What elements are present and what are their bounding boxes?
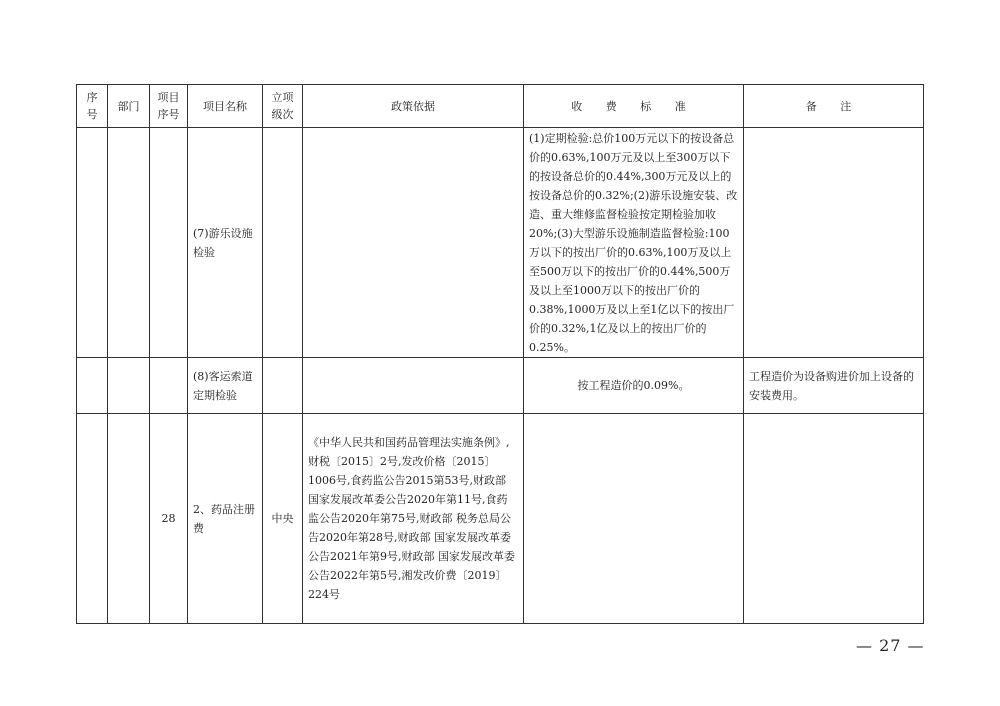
cell-remark: 工程造价为设备购进价加上设备的安装费用。 [744,358,924,414]
cell-item-seq: 28 [150,414,188,624]
cell-level [263,128,303,358]
header-dept: 部门 [108,85,150,128]
cell-item-name: (7)游乐设施检验 [188,128,263,358]
cell-remark [744,128,924,358]
header-item-name: 项目名称 [188,85,263,128]
header-standard: 收 费 标 准 [524,85,744,128]
cell-item-seq [150,358,188,414]
table-header-row [77,85,924,128]
header-remark: 备 注 [744,85,924,128]
cell-item-seq [150,128,188,358]
cell-dept [108,128,150,358]
table-row [77,414,924,624]
header-level: 立项级次 [263,85,303,128]
page-number: — 27 — [856,636,925,655]
cell-seq [77,358,108,414]
cell-remark [744,414,924,624]
cell-basis [303,358,524,414]
header-seq: 序号 [77,85,108,128]
cell-dept [108,358,150,414]
table-row [77,358,924,414]
cell-seq [77,128,108,358]
cell-standard: 按工程造价的0.09%。 [524,358,744,414]
cell-basis: 《中华人民共和国药品管理法实施条例》,财税〔2015〕2号,发改价格〔2015〕1006号,食药监公告2015第53号,财政部 国家发展改革委公告2020年第11号,食药监公告2020年第75号,财政部 税务总局公告2020年第28号,财政部 国家发展改革委公告2021年第9号,财政部 国家发展改革委公告2022年第5号,湘发改价费〔2019〕224号 [303,414,524,624]
fee-table [76,84,924,624]
cell-item-name: 2、药品注册费 [188,414,263,624]
cell-item-name: (8)客运索道定期检验 [188,358,263,414]
cell-standard [524,414,744,624]
cell-level: 中央 [263,414,303,624]
cell-basis [303,128,524,358]
header-basis: 政策依据 [303,85,524,128]
cell-seq [77,414,108,624]
cell-standard: (1)定期检验:总价100万元以下的按设备总价的0.63%,100万元及以上至300万以下的按设备总价的0.44%,300万元及以上的按设备总价的0.32%;(2)游乐设施安装、改造、重大维修监督检验按定期检验加收20%;(3)大型游乐设施制造监督检验:100万以下的按出厂价的0.63%,100万及以上至500万以下的按出厂价的0.44%,500万及以上至1000万以下的按出厂价的0.38%,1000万及以上至1亿以下的按出厂价的0.32%,1亿及以上的按出厂价的0.25%。 [524,128,744,358]
header-item-seq: 项目序号 [150,85,188,128]
cell-level [263,358,303,414]
table-row [77,128,924,358]
cell-dept [108,414,150,624]
